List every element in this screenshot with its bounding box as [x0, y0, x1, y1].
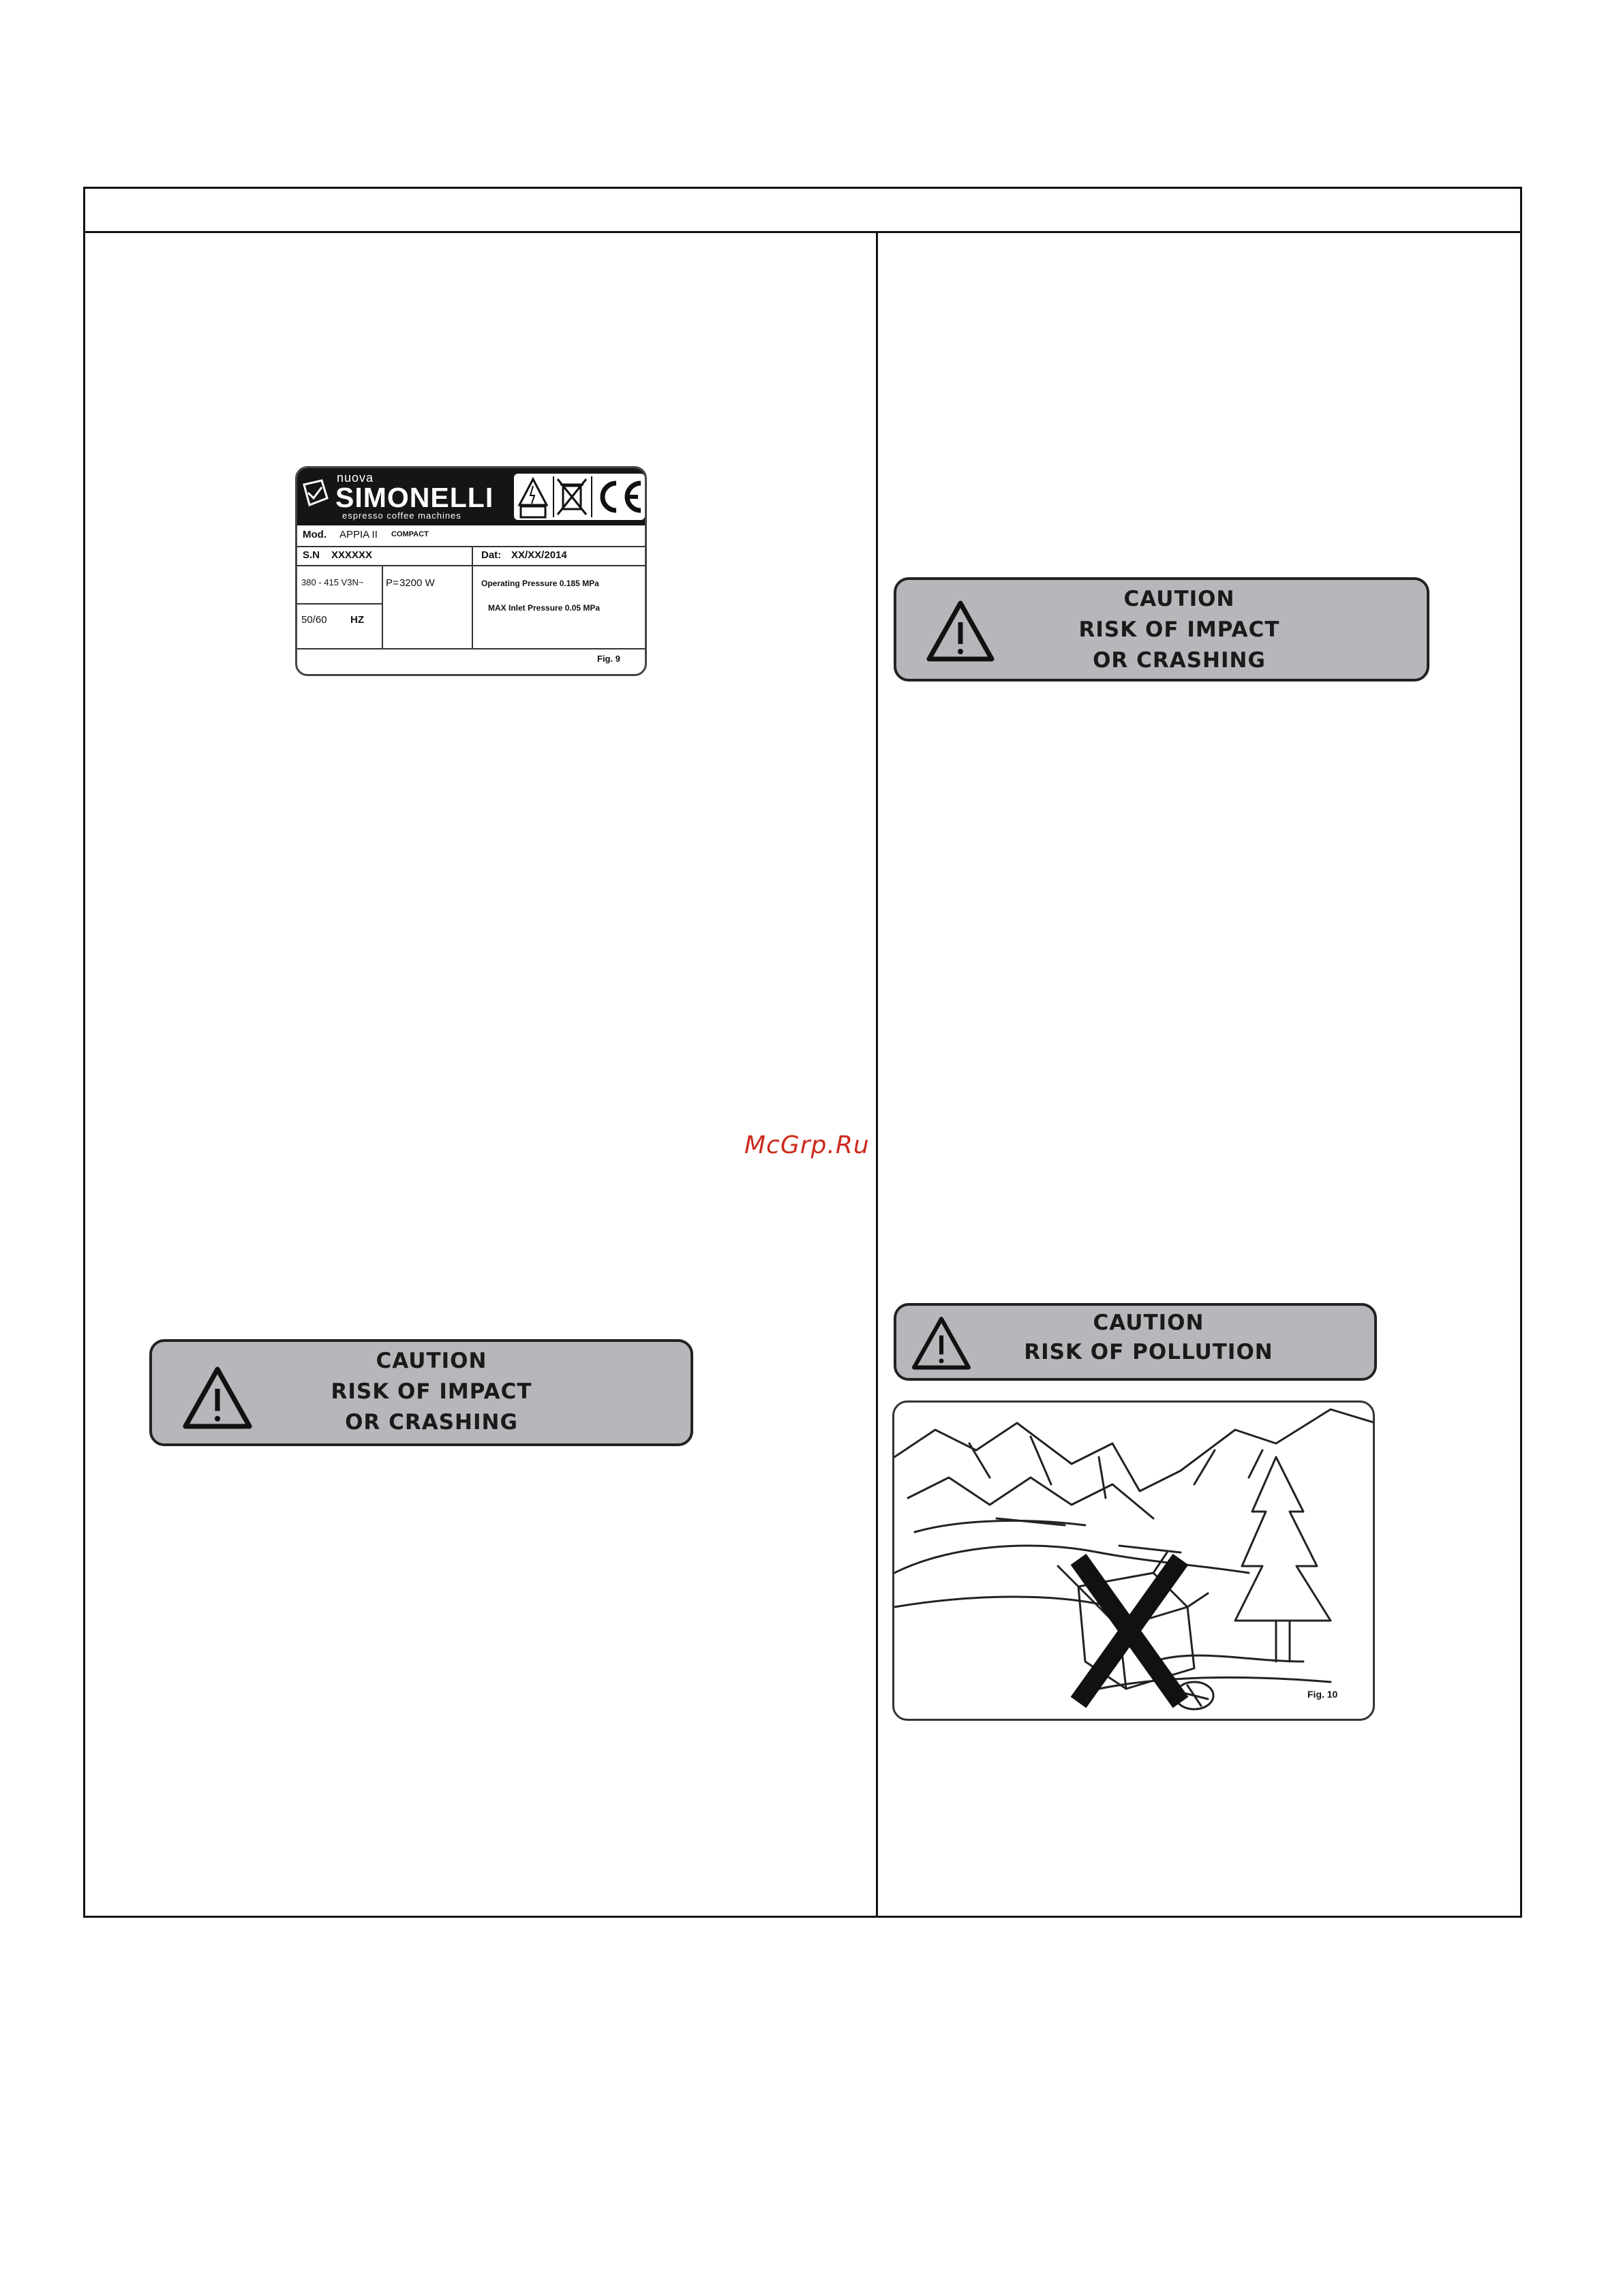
caution-title: CAUTION — [376, 1349, 487, 1373]
fig-10-label: Fig. 10 — [1307, 1689, 1338, 1700]
model-variant: COMPACT — [391, 530, 429, 538]
warning-triangle-icon — [182, 1365, 253, 1429]
frequency-unit: HZ — [350, 614, 364, 626]
power-label: P= — [386, 577, 399, 589]
header-rule — [85, 231, 1520, 233]
column-divider — [876, 231, 878, 1916]
caution-impact-sign-right — [894, 577, 1429, 682]
serial-label: S.N — [303, 549, 320, 561]
caution-line-2: RISK OF IMPACT — [331, 1379, 532, 1404]
date-label: Dat: — [481, 549, 502, 561]
caution-line-3: OR CRASHING — [1093, 648, 1266, 673]
simonelli-logo-icon — [301, 478, 331, 513]
caution-pollution-sign — [894, 1303, 1377, 1381]
model-label: Mod. — [303, 529, 327, 540]
plate-header — [297, 468, 645, 525]
pollution-figure — [892, 1400, 1375, 1721]
frequency-value: 50/60 — [301, 614, 327, 626]
caution-impact-sign-left — [149, 1339, 693, 1446]
rating-plate — [295, 466, 647, 676]
voltage-value: 380 - 415 V3N~ — [301, 577, 364, 587]
caution-line-3: OR CRASHING — [345, 1410, 518, 1435]
plate-brand-top: nuova — [337, 471, 374, 485]
caution-line-2: RISK OF IMPACT — [1078, 617, 1280, 642]
power-value: 3200 W — [399, 577, 435, 589]
operating-pressure: Operating Pressure 0.185 MPa — [481, 579, 599, 588]
fig-9-label: Fig. 9 — [597, 654, 620, 664]
landscape-illustration — [894, 1403, 1375, 1721]
watermark: McGrp.Ru — [744, 1131, 870, 1159]
caution-line-2: RISK OF POLLUTION — [1024, 1340, 1273, 1364]
warning-triangle-icon — [911, 1315, 971, 1370]
caution-title: CAUTION — [1123, 587, 1235, 611]
plate-brand-sub: espresso coffee machines — [342, 510, 461, 521]
warning-triangle-icon — [926, 599, 995, 662]
certification-icons — [513, 472, 646, 521]
max-inlet-pressure: MAX Inlet Pressure 0.05 MPa — [488, 603, 601, 613]
serial-value: XXXXXX — [331, 549, 373, 561]
date-value: XX/XX/2014 — [511, 549, 567, 561]
plate-brand: SIMONELLI — [335, 482, 494, 513]
model-value: APPIA II — [339, 529, 378, 540]
caution-title: CAUTION — [1093, 1311, 1204, 1335]
prohibition-cross-icon — [1078, 1559, 1181, 1702]
